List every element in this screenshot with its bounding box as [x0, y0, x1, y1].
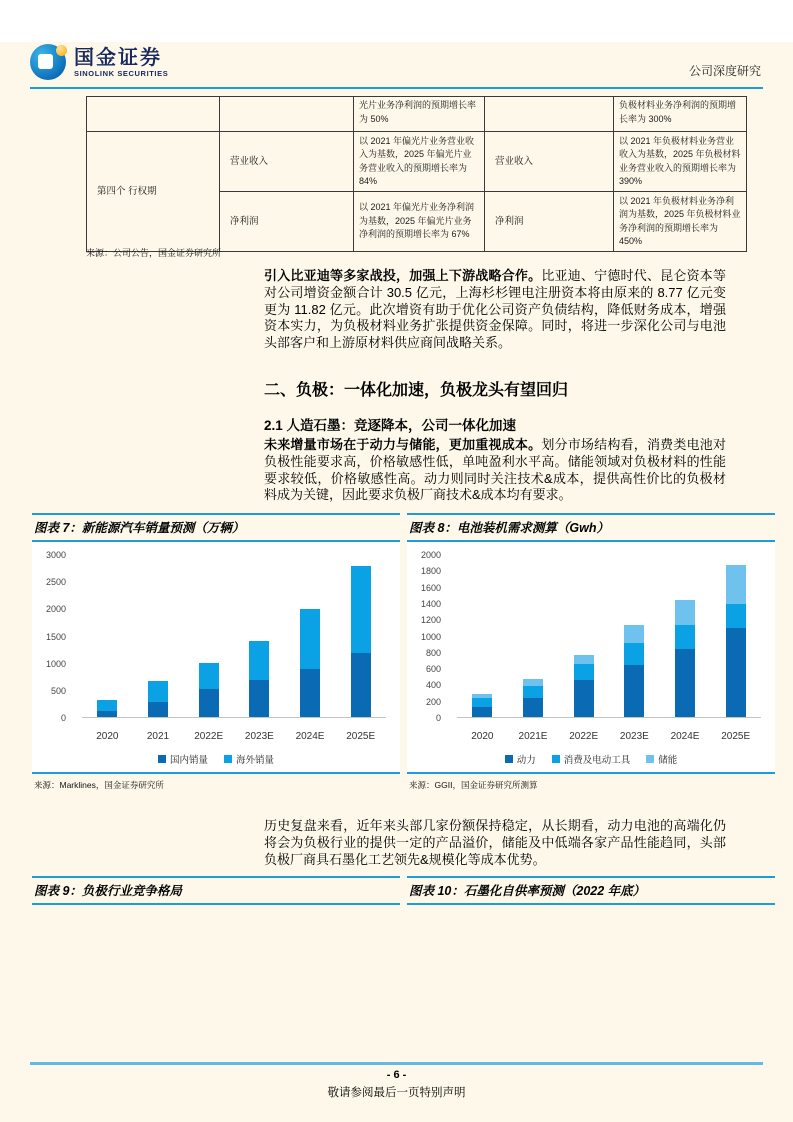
header-rule: [30, 87, 763, 89]
bar-segment: [624, 625, 644, 644]
chart-legend: [32, 752, 400, 766]
bar-segment: [472, 707, 492, 717]
y-axis: 2000 1800 1600 1400 1200 1000 800 600 400 200 0: [420, 550, 441, 723]
page-top-margin: [0, 0, 793, 42]
table-cell: 负极材料业务净利润的预期增长率为 300%: [614, 97, 747, 132]
figure-7-source: 来源：Marklines，国金证券研究所: [34, 780, 164, 790]
table-cell: 营业收入: [485, 132, 614, 192]
x-tick-label: 2020: [96, 731, 119, 742]
bar-2021E: [523, 555, 543, 717]
bar-2022E: [199, 555, 219, 717]
bar-2025E: [351, 555, 371, 717]
footer-rule: [30, 1062, 763, 1065]
figure-9-title: 图表 9：负极行业竞争格局: [32, 876, 400, 905]
legend-item: 国内销量: [158, 752, 208, 766]
y-axis: 3000 2500 2000 1500 1000 500 0: [45, 550, 66, 723]
chart-legend: [407, 752, 775, 766]
table-cell: 以 2021 年负极材料业务净利润为基数，2025 年负极材料业务净利润的预期增长率为 450%: [614, 192, 747, 252]
figure-7-title: 图表 7：新能源汽车销量预测（万辆）: [32, 513, 400, 542]
sinolink-logo-icon: [30, 44, 66, 80]
exercise-period-table: [86, 96, 747, 252]
legend-item: 海外销量: [224, 752, 274, 766]
bar-2024E: [300, 555, 320, 717]
para-lead-bold: 引入比亚迪等多家战投，加强上下游战略合作。: [264, 268, 542, 283]
para-strategic-investment: 引入比亚迪等多家战投，加强上下游战略合作。比亚迪、宁德时代、昆仑资本等对公司增资金额合计 30.5 亿元，上海杉杉锂电注册资本将由原来的 8.77 亿元变更为 11.82 亿元。此次增资有助于优化公司资产负债结构，降低财务成本，增强资本实力，为负极材料业务扩张提供资金保障。同时，将进一步深化公司与电池头部客户和上游原材料供应商间战略关系。: [264, 268, 726, 351]
figure-8-source: 来源：GGII，国金证券研究所测算: [409, 780, 538, 790]
x-axis: [457, 731, 761, 742]
bar-segment: [523, 686, 543, 698]
brand-name: 国金证券: [74, 46, 162, 69]
table-cell: 以 2021 年负极材料业务营业收入为基数，2025 年负极材料业务营业收入的预期增长率为 390%: [614, 132, 747, 192]
bar-segment: [726, 628, 746, 717]
section-heading: 二、负极：一体化加速，负极龙头有望回归: [264, 382, 569, 399]
bar-segment: [726, 604, 746, 628]
para-market-structure: 未来增量市场在于动力与储能，更加重视成本。划分市场结构看，消费类电池对负极性能要求高，价格敏感性低，单吨盈利水平高。储能领域对负极材料的性能要求较低，价格敏感性高。动力则同时关注技术&成本，提供高性价比的负极材料成为关键，因此要求负极厂商技术&成本均有要求。: [264, 437, 726, 503]
bar-segment: [97, 711, 117, 717]
x-tick-label: 2022E: [569, 731, 599, 742]
bar-segment: [249, 641, 269, 680]
table-cell: [87, 97, 220, 132]
bar-2023E: [249, 555, 269, 717]
table-cell: 以 2021 年偏光片业务营业收入为基数，2025 年偏光片业务营业收入的预期增长率为 84%: [354, 132, 485, 192]
legend-item: 储能: [646, 752, 677, 766]
bar-2024E: [675, 555, 695, 717]
bar-segment: [574, 655, 594, 664]
bar-segment: [523, 698, 543, 717]
subsection-heading: 2.1 人造石墨：竞逐降本，公司一体化加速: [264, 418, 517, 433]
bar-segment: [624, 665, 644, 717]
x-tick-label: 2025E: [346, 731, 376, 742]
para-history-review: 历史复盘来看，近年来头部几家份额保持稳定，从长期看，动力电池的高端化仍将会为负极行业的提供一定的产品溢价，储能及中低端各家产品性能趋同，头部负极厂商具石墨化工艺领先&规模化等成本优势。: [264, 818, 726, 867]
bar-2020: [97, 555, 117, 717]
legend-item: 动力: [505, 752, 536, 766]
bar-segment: [97, 700, 117, 711]
plot-area: [82, 555, 386, 718]
figure-7: [32, 513, 400, 791]
x-tick-label: 2021: [146, 731, 170, 742]
x-tick-label: 2023E: [244, 731, 274, 742]
table-source: 来源：公司公告，国金证券研究所: [86, 248, 222, 258]
x-tick-label: 2021E: [518, 731, 548, 742]
bar-segment: [300, 669, 320, 717]
bar-2020: [472, 555, 492, 717]
x-tick-label: 2024E: [670, 731, 700, 742]
bar-segment: [249, 680, 269, 717]
bar-segment: [574, 664, 594, 680]
figure-8: [407, 513, 775, 791]
figure-8-title: 图表 8：电池装机需求测算（Gwh）: [407, 513, 775, 542]
bar-segment: [624, 643, 644, 664]
doc-type-label: 公司深度研究: [688, 64, 761, 78]
bar-segment: [199, 663, 219, 689]
figure-10-title: 图表 10：石墨化自供率预测（2022 年底）: [407, 876, 775, 905]
bar-segment: [675, 600, 695, 626]
bar-segment: [148, 702, 168, 717]
x-tick-label: 2020: [471, 731, 494, 742]
brand-subtitle: SINOLINK SECURITIES: [74, 68, 169, 78]
page-number: - 6 -: [386, 1069, 407, 1081]
table-cell: 净利润: [485, 192, 614, 252]
table-cell: [220, 97, 354, 132]
figure-8-chart: [407, 542, 775, 772]
bar-segment: [300, 609, 320, 669]
legend-item: 消费及电动工具: [552, 752, 631, 766]
bar-segment: [351, 653, 371, 717]
x-tick-label: 2022E: [194, 731, 224, 742]
para-lead-bold: 未来增量市场在于动力与储能，更加重视成本。: [264, 437, 542, 452]
bar-segment: [675, 625, 695, 648]
x-tick-label: 2025E: [721, 731, 751, 742]
bar-segment: [199, 689, 219, 717]
bar-2025E: [726, 555, 746, 717]
table-cell: 光片业务净利润的预期增长率为 50%: [354, 97, 485, 132]
bar-segment: [148, 681, 168, 702]
figure-10: [407, 876, 775, 905]
bar-segment: [351, 566, 371, 652]
table-cell: 营业收入: [220, 132, 354, 192]
x-axis: [82, 731, 386, 742]
bar-segment: [523, 679, 543, 686]
figure-9: [32, 876, 400, 905]
bar-segment: [675, 649, 695, 717]
bar-segment: [726, 565, 746, 604]
table-cell: [485, 97, 614, 132]
x-tick-label: 2024E: [295, 731, 325, 742]
bar-2023E: [624, 555, 644, 717]
plot-area: [457, 555, 761, 718]
bar-segment: [472, 698, 492, 707]
bar-2021: [148, 555, 168, 717]
table-cell-period: 第四个 行权期: [87, 132, 220, 252]
bar-2022E: [574, 555, 594, 717]
table-cell: 以 2021 年偏光片业务净利润为基数，2025 年偏光片业务净利润的预期增长率为 67%: [354, 192, 485, 252]
table-row: [87, 132, 747, 192]
footer-disclaimer: 敬请参阅最后一页特别声明: [327, 1087, 466, 1099]
x-tick-label: 2023E: [619, 731, 649, 742]
table-row: [87, 97, 747, 132]
bar-segment: [574, 680, 594, 717]
table-cell: 净利润: [220, 192, 354, 252]
figure-7-chart: [32, 542, 400, 772]
brand-logo: [30, 44, 168, 80]
